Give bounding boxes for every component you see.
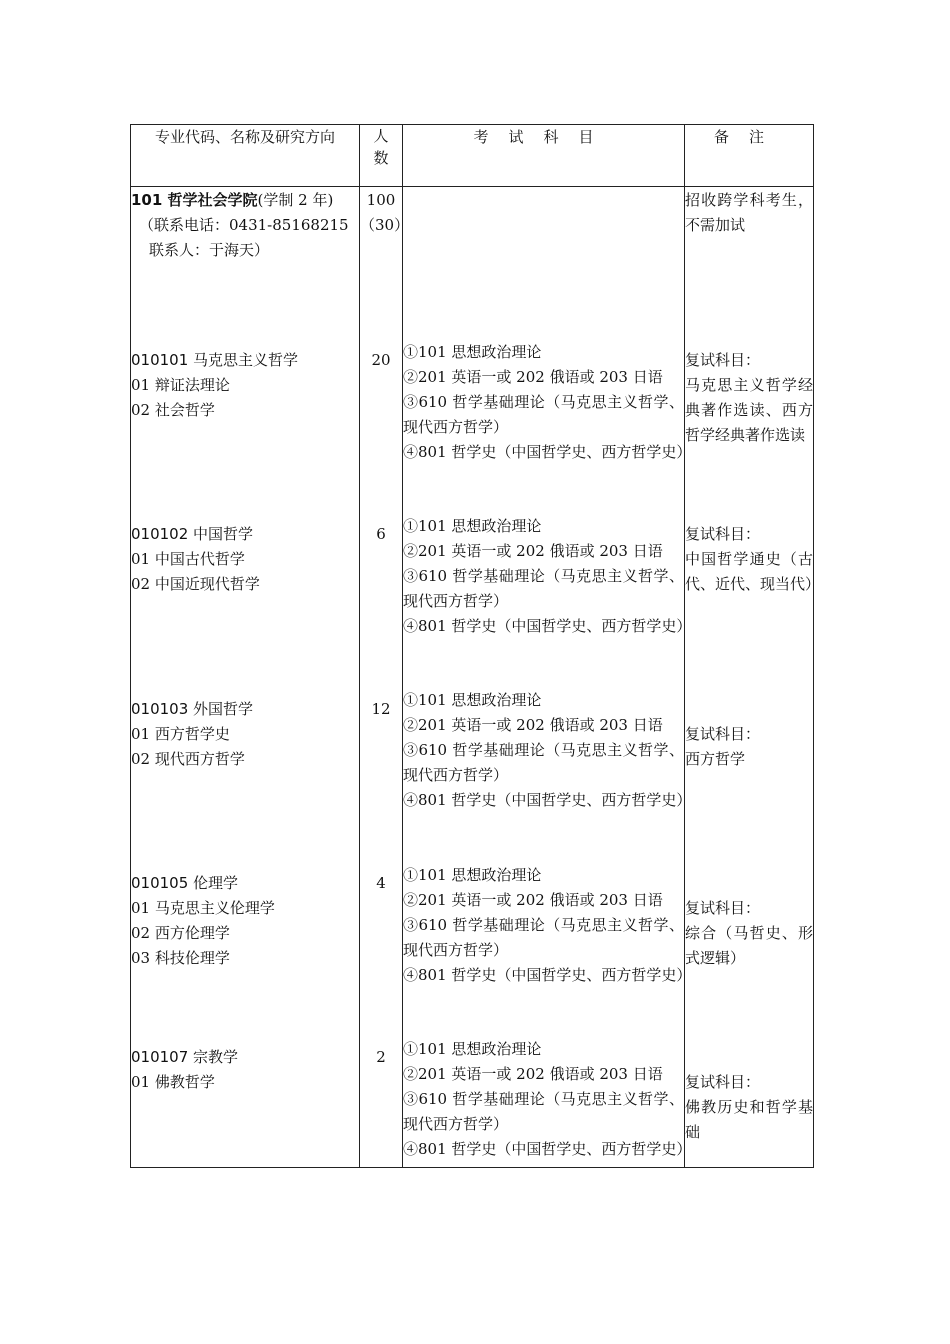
exam-block	[403, 340, 692, 465]
major-code-name: 010105 伦理学	[131, 874, 239, 892]
header-count-top: 人	[373, 127, 389, 145]
major-block	[131, 697, 359, 772]
exam-subject: ④801 哲学史（中国哲学史、西方哲学史）	[403, 791, 692, 809]
major-count: 12	[371, 700, 391, 718]
major-code-name: 010107 宗教学	[131, 1048, 239, 1066]
major-code-name: 010102 中国哲学	[131, 525, 254, 543]
note-column	[685, 187, 821, 1168]
exam-subject: ④801 哲学史（中国哲学史、西方哲学史）	[403, 443, 692, 461]
exam-block	[403, 514, 692, 639]
note-block	[685, 722, 813, 772]
major-direction: 01 佛教哲学	[131, 1073, 215, 1091]
major-count: 4	[376, 874, 386, 892]
note-block	[685, 522, 821, 597]
major-count: 6	[376, 525, 386, 543]
department-note-block	[685, 188, 813, 238]
header-note-label: 备注	[713, 128, 784, 146]
department-count-block	[360, 188, 410, 238]
exam-subject: ①101 思想政治理论	[403, 866, 542, 884]
major-direction: 02 西方伦理学	[131, 924, 230, 942]
department-contact: 联系人：于海天）	[149, 241, 270, 259]
note-block	[685, 348, 813, 448]
note-block	[685, 1070, 813, 1145]
major-direction: 01 中国古代哲学	[131, 550, 245, 568]
note-block	[685, 896, 813, 971]
department-term: (学制 2 年)	[257, 191, 334, 209]
header-exam-label: 考试科目	[473, 128, 614, 146]
major-block	[131, 348, 359, 423]
exam-subject: ④801 哲学史（中国哲学史、西方哲学史）	[403, 1140, 692, 1158]
enrollment-table	[130, 124, 821, 1168]
header-count	[360, 125, 403, 187]
exam-block	[403, 863, 692, 988]
exam-subject: ①101 思想政治理论	[403, 517, 542, 535]
major-direction: 01 马克思主义伦理学	[131, 899, 275, 917]
exam-column	[403, 187, 692, 1168]
major-direction: 01 西方哲学史	[131, 725, 230, 743]
major-block	[131, 522, 359, 597]
exam-block	[403, 688, 692, 813]
major-direction: 02 中国近现代哲学	[131, 575, 260, 593]
count-column	[360, 187, 410, 1168]
major-direction: 03 科技伦理学	[131, 949, 230, 967]
header-count-bottom: 数	[373, 149, 389, 167]
major-direction: 02 社会哲学	[131, 401, 215, 419]
exam-subject: ③610 哲学基础理论（马克思主义哲学、现代西方哲学）	[403, 741, 684, 784]
exam-subject: ③610 哲学基础理论（马克思主义哲学、现代西方哲学）	[403, 567, 684, 610]
note-body: 综合（马哲史、形式逻辑）	[685, 924, 813, 967]
note-title: 复试科目：	[685, 899, 761, 917]
exam-subject: ④801 哲学史（中国哲学史、西方哲学史）	[403, 617, 692, 635]
department-name: 101 哲学社会学院	[131, 191, 258, 209]
note-title: 复试科目：	[685, 725, 761, 743]
exam-subject: ③610 哲学基础理论（马克思主义哲学、现代西方哲学）	[403, 1090, 684, 1133]
note-title: 复试科目：	[685, 351, 761, 369]
table-body-row	[131, 187, 814, 1168]
major-block	[131, 1045, 359, 1095]
major-count: 2	[376, 1048, 386, 1066]
exam-subject: ②201 英语一或 202 俄语或 203 日语	[403, 716, 663, 734]
table-header-row	[131, 125, 814, 187]
department-note: 招收跨学科考生，不需加试	[685, 191, 813, 234]
exam-subject: ②201 英语一或 202 俄语或 203 日语	[403, 368, 663, 386]
exam-subject: ①101 思想政治理论	[403, 691, 542, 709]
major-code-name: 010103 外国哲学	[131, 700, 254, 718]
major-count: 20	[371, 351, 391, 369]
note-body: 中国哲学通史（古代、近代、现当代）	[685, 550, 821, 593]
exam-block	[403, 1037, 692, 1162]
major-direction: 02 现代西方哲学	[131, 750, 245, 768]
major-block	[131, 871, 359, 971]
exam-subject: ②201 英语一或 202 俄语或 203 日语	[403, 1065, 663, 1083]
department-block	[131, 188, 359, 263]
header-note	[685, 125, 814, 187]
department-count-sub: （30）	[360, 216, 410, 234]
major-column	[131, 187, 360, 1168]
exam-subject: ①101 思想政治理论	[403, 343, 542, 361]
major-direction: 01 辩证法理论	[131, 376, 230, 394]
exam-subject: ③610 哲学基础理论（马克思主义哲学、现代西方哲学）	[403, 393, 684, 436]
exam-subject: ①101 思想政治理论	[403, 1040, 542, 1058]
exam-subject: ④801 哲学史（中国哲学史、西方哲学史）	[403, 966, 692, 984]
exam-subject: ②201 英语一或 202 俄语或 203 日语	[403, 542, 663, 560]
note-body: 西方哲学	[685, 750, 746, 768]
exam-subject: ③610 哲学基础理论（马克思主义哲学、现代西方哲学）	[403, 916, 684, 959]
note-title: 复试科目：	[685, 1073, 761, 1091]
exam-subject: ②201 英语一或 202 俄语或 203 日语	[403, 891, 663, 909]
note-title: 复试科目：	[685, 525, 761, 543]
major-code-name: 010101 马克思主义哲学	[131, 351, 299, 369]
note-body: 佛教历史和哲学基础	[685, 1098, 813, 1141]
header-major: 专业代码、名称及研究方向	[131, 125, 360, 187]
department-phone: （联系电话：0431-85168215	[139, 216, 349, 234]
department-count: 100	[366, 191, 396, 209]
header-exam	[403, 125, 685, 187]
note-body: 马克思主义哲学经典著作选读、西方哲学经典著作选读	[685, 376, 813, 444]
